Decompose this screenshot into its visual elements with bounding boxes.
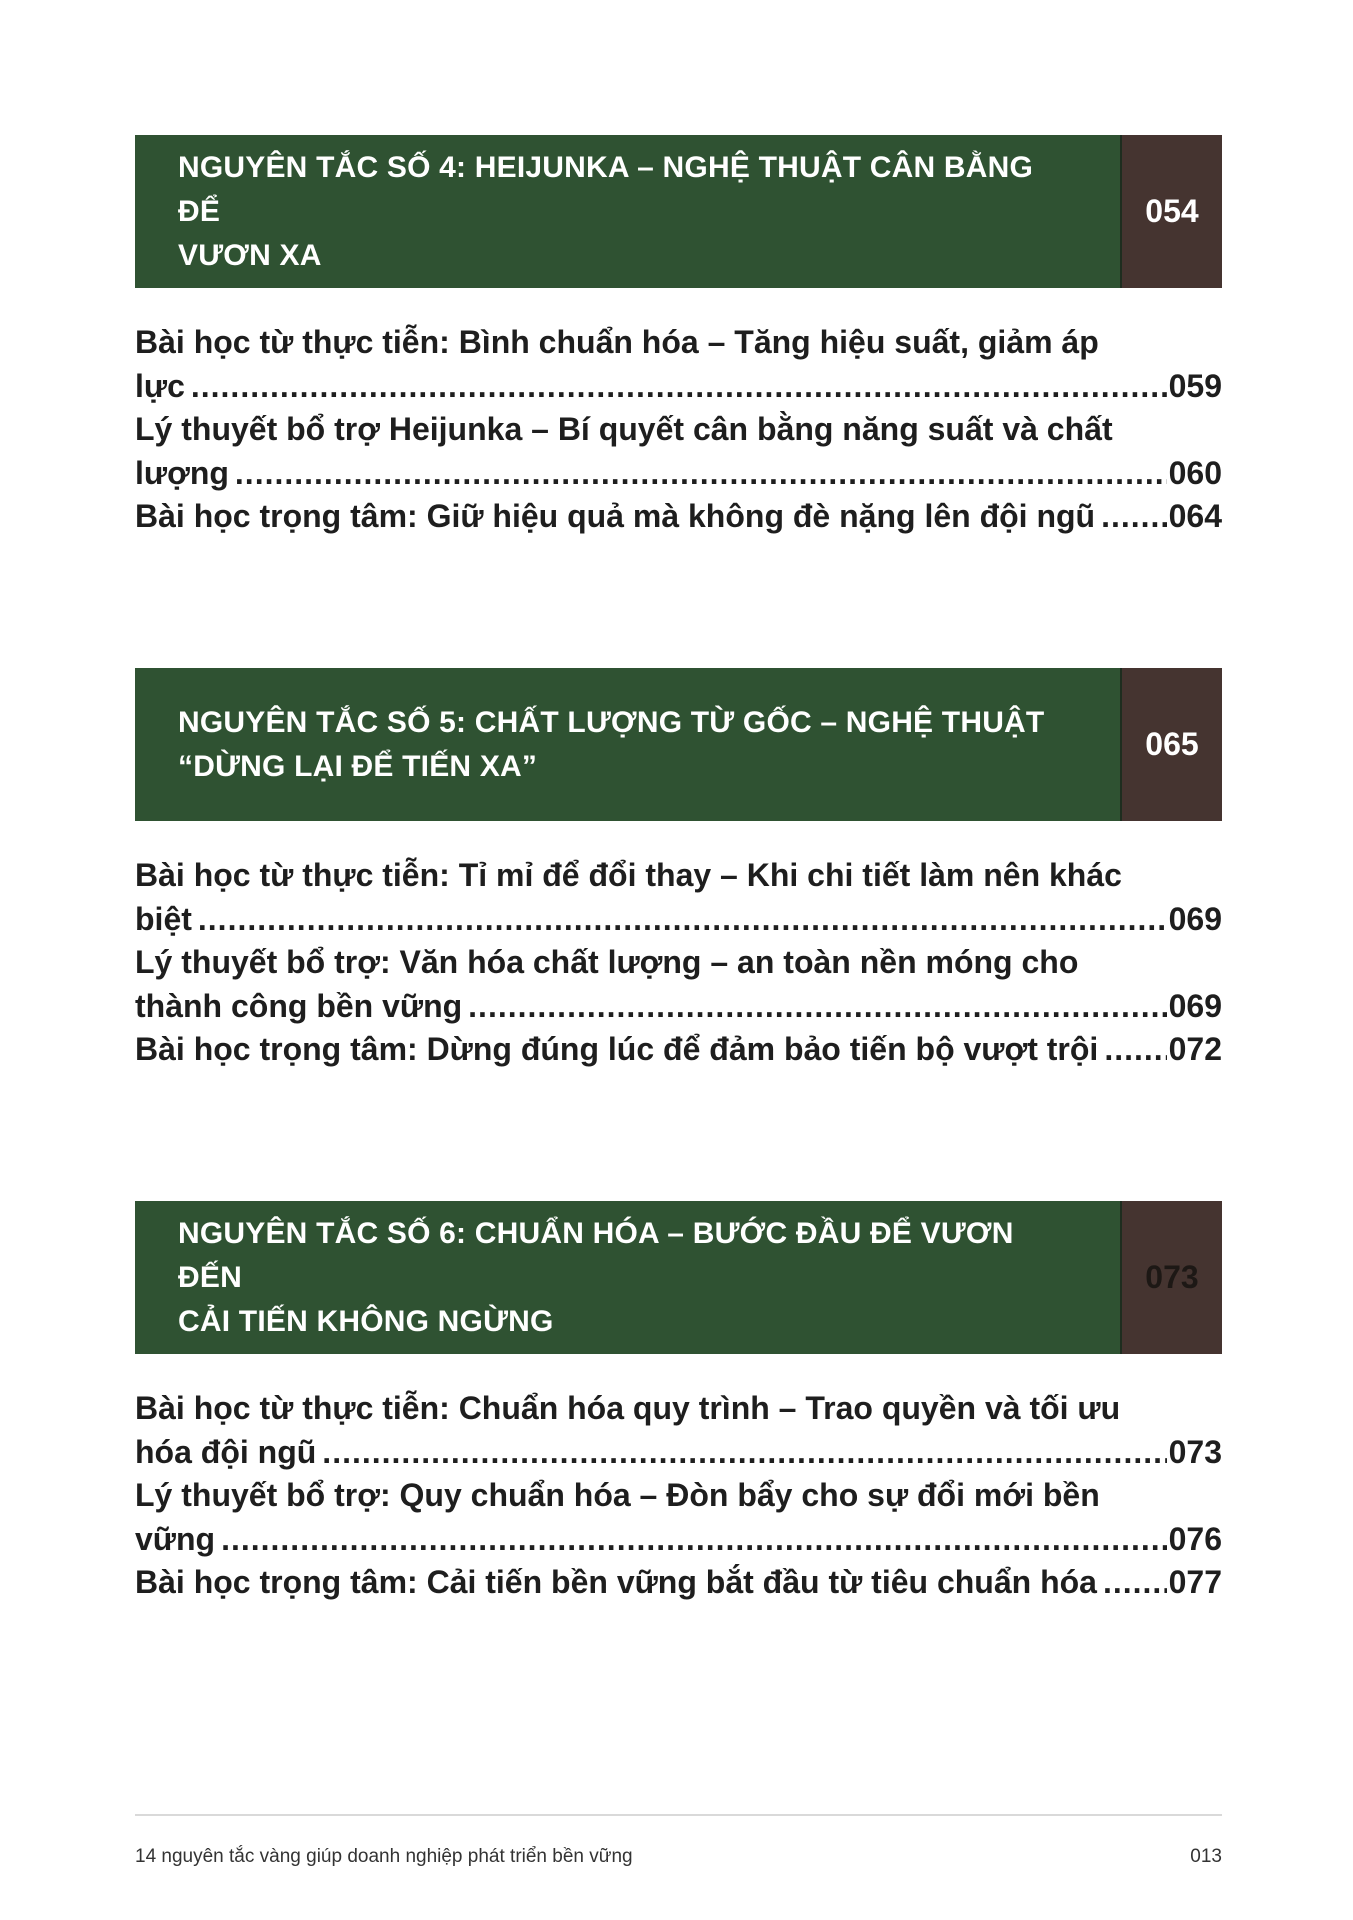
toc-entry[interactable] <box>135 495 1222 539</box>
dot-leader <box>1101 495 1167 539</box>
toc-entry-text-continued: lực <box>135 367 185 404</box>
section-page-number: 065 <box>1120 668 1222 821</box>
toc-entry-page: 059 <box>1168 367 1222 404</box>
toc-entry-text: Lý thuyết bổ trợ Heijunka – Bí quyết cân bằng năng suất và chất <box>135 411 1113 447</box>
toc-entry[interactable] <box>135 1028 1222 1072</box>
toc-entries <box>135 321 1222 539</box>
toc-entry-page: 076 <box>1168 1520 1222 1557</box>
toc-entry-text: Bài học trọng tâm: Dừng đúng lúc để đảm bảo tiến bộ vượt trội <box>135 1031 1099 1067</box>
dot-leader <box>198 898 1167 942</box>
dot-leader <box>221 1518 1167 1562</box>
section-header <box>135 1201 1222 1354</box>
toc-entry-page: 073 <box>1168 1433 1222 1470</box>
toc-entry-text-continued: biệt <box>135 900 192 937</box>
toc-entry-text: Bài học trọng tâm: Giữ hiệu quả mà không đè nặng lên đội ngũ <box>135 498 1096 534</box>
footer-page-number: 013 <box>1190 1846 1222 1867</box>
toc-entry[interactable] <box>135 1561 1222 1605</box>
section-page-number: 054 <box>1120 135 1222 288</box>
toc-entry-text: Bài học từ thực tiễn: Chuẩn hóa quy trình – Trao quyền và tối ưu <box>135 1390 1121 1426</box>
toc-entry-text-continued: thành công bền vững <box>135 987 463 1024</box>
dot-leader <box>235 452 1167 496</box>
toc-entry-text-continued: hóa đội ngũ <box>135 1433 317 1470</box>
toc-entry-text-continued: lượng <box>135 454 229 491</box>
toc-section-principle-5 <box>135 668 1222 1072</box>
dot-leader <box>1104 1028 1166 1072</box>
section-page-number: 073 <box>1120 1201 1222 1354</box>
toc-entry-text: Lý thuyết bổ trợ: Quy chuẩn hóa – Đòn bẩy cho sự đổi mới bền <box>135 1477 1100 1513</box>
toc-entry[interactable] <box>135 1474 1222 1561</box>
toc-entry-text: Lý thuyết bổ trợ: Văn hóa chất lượng – an toàn nền móng cho <box>135 944 1079 980</box>
toc-entry-text: Bài học từ thực tiễn: Bình chuẩn hóa – Tăng hiệu suất, giảm áp <box>135 324 1099 360</box>
toc-entry-page: 069 <box>1168 987 1222 1024</box>
toc-entry[interactable] <box>135 1387 1222 1474</box>
toc-entry[interactable] <box>135 854 1222 941</box>
toc-entry-text-continued: vững <box>135 1520 216 1557</box>
toc-entry-page: 069 <box>1168 900 1222 937</box>
section-title[interactable]: NGUYÊN TẮC SỐ 6: CHUẨN HÓA – BƯỚC ĐẦU ĐỂ VƯƠN ĐẾN CẢI TIẾN KHÔNG NGỪNG <box>135 1201 1120 1354</box>
toc-entry-text: Bài học trọng tâm: Cải tiến bền vững bắt đầu từ tiêu chuẩn hóa <box>135 1564 1097 1600</box>
section-title[interactable]: NGUYÊN TẮC SỐ 4: HEIJUNKA – NGHỆ THUẬT CÂN BẰNG ĐỂ VƯƠN XA <box>135 135 1120 288</box>
toc-section-principle-4 <box>135 135 1222 539</box>
toc-entry-page: 072 <box>1168 1031 1222 1067</box>
section-title[interactable]: NGUYÊN TẮC SỐ 5: CHẤT LƯỢNG TỪ GỐC – NGHỆ THUẬT “DỪNG LẠI ĐỂ TIẾN XA” <box>135 668 1120 821</box>
section-header <box>135 135 1222 288</box>
section-header <box>135 668 1222 821</box>
footer-divider <box>135 1814 1222 1816</box>
toc-entry-text: Bài học từ thực tiễn: Tỉ mỉ để đổi thay – Khi chi tiết làm nên khác <box>135 857 1122 893</box>
toc-entry[interactable] <box>135 941 1222 1028</box>
toc-entry-page: 064 <box>1168 498 1222 534</box>
toc-section-principle-6 <box>135 1201 1222 1605</box>
dot-leader <box>191 365 1167 409</box>
toc-entry[interactable] <box>135 321 1222 408</box>
toc-entries <box>135 854 1222 1072</box>
toc-entry-page: 077 <box>1168 1564 1222 1600</box>
toc-entry-page: 060 <box>1168 454 1222 491</box>
footer-book-title: 14 nguyên tắc vàng giúp doanh nghiệp phát triển bền vững <box>135 1846 633 1867</box>
toc-entries <box>135 1387 1222 1605</box>
dot-leader <box>468 985 1166 1029</box>
toc-entry[interactable] <box>135 408 1222 495</box>
dot-leader <box>1103 1561 1167 1605</box>
dot-leader <box>322 1431 1166 1475</box>
